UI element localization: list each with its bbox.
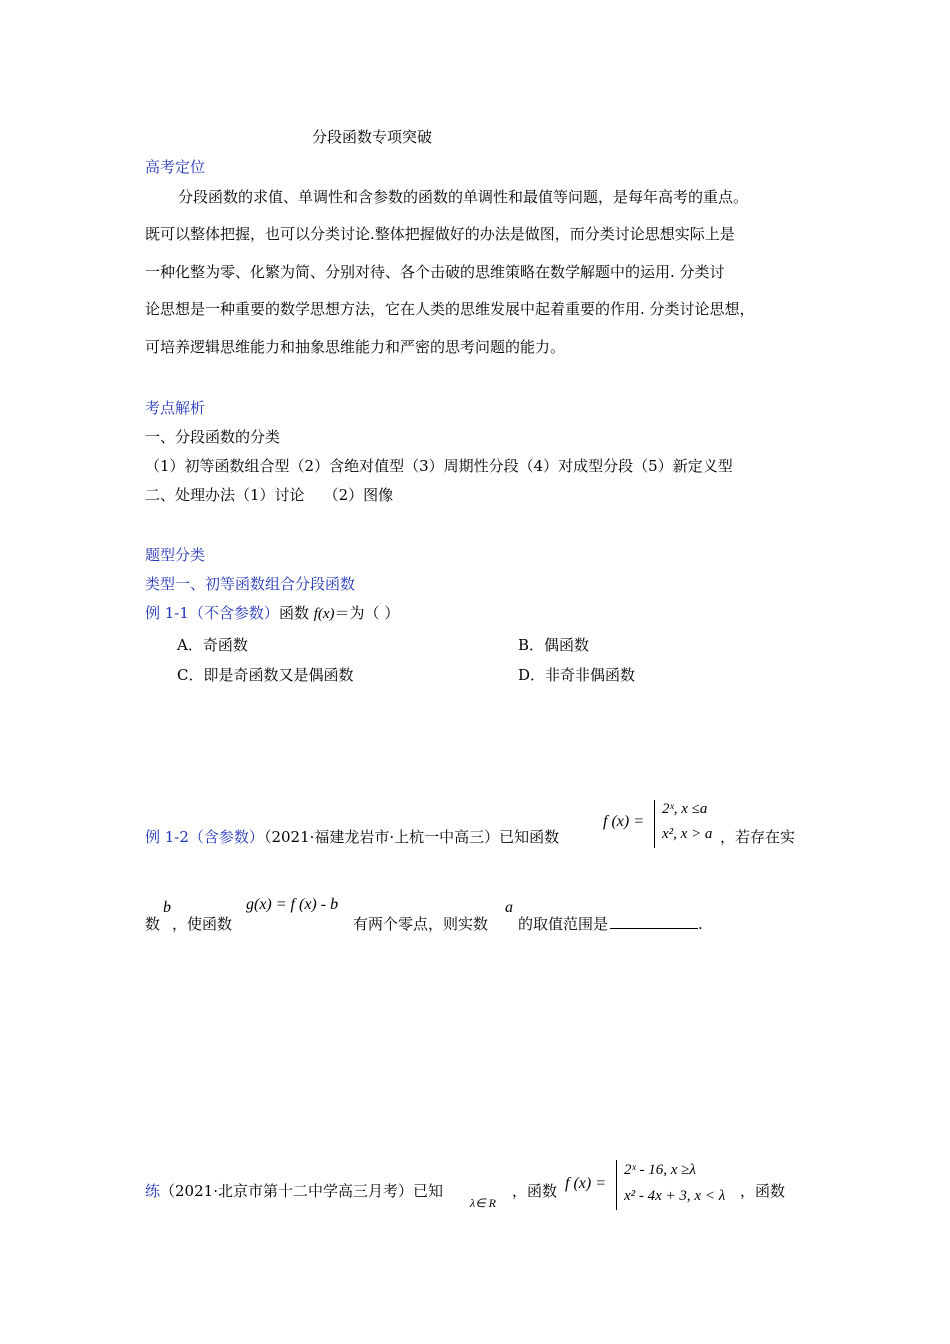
practice-case-2: x² - 4x + 3, x < λ (624, 1188, 726, 1204)
option-a: A．奇函数 (177, 636, 248, 654)
example-1-2-var-b: b (163, 899, 171, 916)
example-1-1-stem-pre: 函数 (278, 604, 314, 622)
example-1-2-source: （2021·福建龙岩市·上杭一中高三）已知函数 (263, 828, 560, 846)
practice-source: （2021·北京市第十二中学高三月考）已知 (160, 1182, 443, 1200)
example-1-2-g-expr: g(x) = f (x) - b (246, 896, 339, 913)
example-1-1-func: f(x) (313, 606, 335, 622)
answer-blank[interactable] (610, 914, 698, 929)
intro-line-2: 既可以整体把握，也可以分类讨论.整体把握做好的办法是做图，而分类讨论思想实际上是 (145, 225, 735, 243)
example-1-2-line2-mid: ，使函数 (172, 915, 233, 933)
example-1-2-line2-end (518, 913, 703, 934)
analysis-line-3: 二、处理办法（1）讨论 （2）图像 (145, 486, 394, 504)
section-heading-types: 题型分类 (145, 546, 206, 564)
example-1-2-line-1 (145, 826, 559, 847)
section-heading-analysis: 考点解析 (145, 399, 206, 417)
example-1-1-label: 例 1-1（不含参数） (145, 604, 279, 622)
section-heading-positioning: 高考定位 (145, 158, 206, 176)
practice-mid: ，函数 (512, 1182, 558, 1200)
analysis-line-2: （1）初等函数组合型（2）含绝对值型（3）周期性分段（4）对成型分段（5）新定义型 (145, 457, 733, 475)
practice-after: ，函数 (740, 1182, 786, 1200)
practice-brace (616, 1160, 624, 1210)
practice-label: 练 (145, 1182, 161, 1200)
example-1-2-case-2: x², x > a (662, 826, 713, 842)
example-1-2-func-lhs: f (x) = (603, 813, 644, 830)
example-1-2-line2-tail: . (698, 915, 703, 933)
example-1-1 (145, 602, 399, 623)
intro-line-3: 一种化整为零、化繁为简、分别对待、各个击破的思维策略在数学解题中的运用. 分类讨 (145, 263, 725, 281)
intro-line-5: 可培养逻辑思维能力和抽象思维能力和严密的思考问题的能力。 (145, 338, 566, 356)
type-one-heading: 类型一、初等函数组合分段函数 (145, 575, 356, 593)
option-b: B．偶函数 (518, 636, 590, 654)
example-1-2-line2-end-text: 的取值范围是 (518, 915, 609, 933)
practice-condition: λ∈ R (470, 1196, 496, 1210)
example-1-2-var-a: a (505, 899, 513, 916)
option-d: D．非奇非偶函数 (518, 666, 636, 684)
practice-func-lhs: f (x) = (565, 1175, 606, 1192)
practice-line (145, 1180, 443, 1201)
example-1-2-case-1: 2ˣ, x ≤a (662, 801, 708, 817)
page-title: 分段函数专项突破 (312, 128, 433, 146)
example-1-2-line2-post: 有两个零点，则实数 (353, 915, 489, 933)
example-1-2-line2-pre: 数 (145, 915, 161, 933)
intro-line-1: 分段函数的求值、单调性和含参数的函数的单调性和最值等问题，是每年高考的重点。 (178, 188, 749, 206)
example-1-1-stem-post: ＝为（ ） (334, 604, 400, 622)
option-c: C．即是奇函数又是偶函数 (177, 666, 354, 684)
example-1-2-after: ，若存在实 (720, 828, 796, 846)
analysis-line-1: 一、分段函数的分类 (145, 428, 281, 446)
example-1-2-label: 例 1-2（含参数） (145, 828, 264, 846)
practice-case-1: 2ˣ - 16, x ≥λ (624, 1162, 696, 1178)
intro-line-4: 论思想是一种重要的数学思想方法，它在人类的思维发展中起着重要的作用. 分类讨论思想， (145, 300, 755, 318)
example-1-2-brace (654, 800, 662, 848)
